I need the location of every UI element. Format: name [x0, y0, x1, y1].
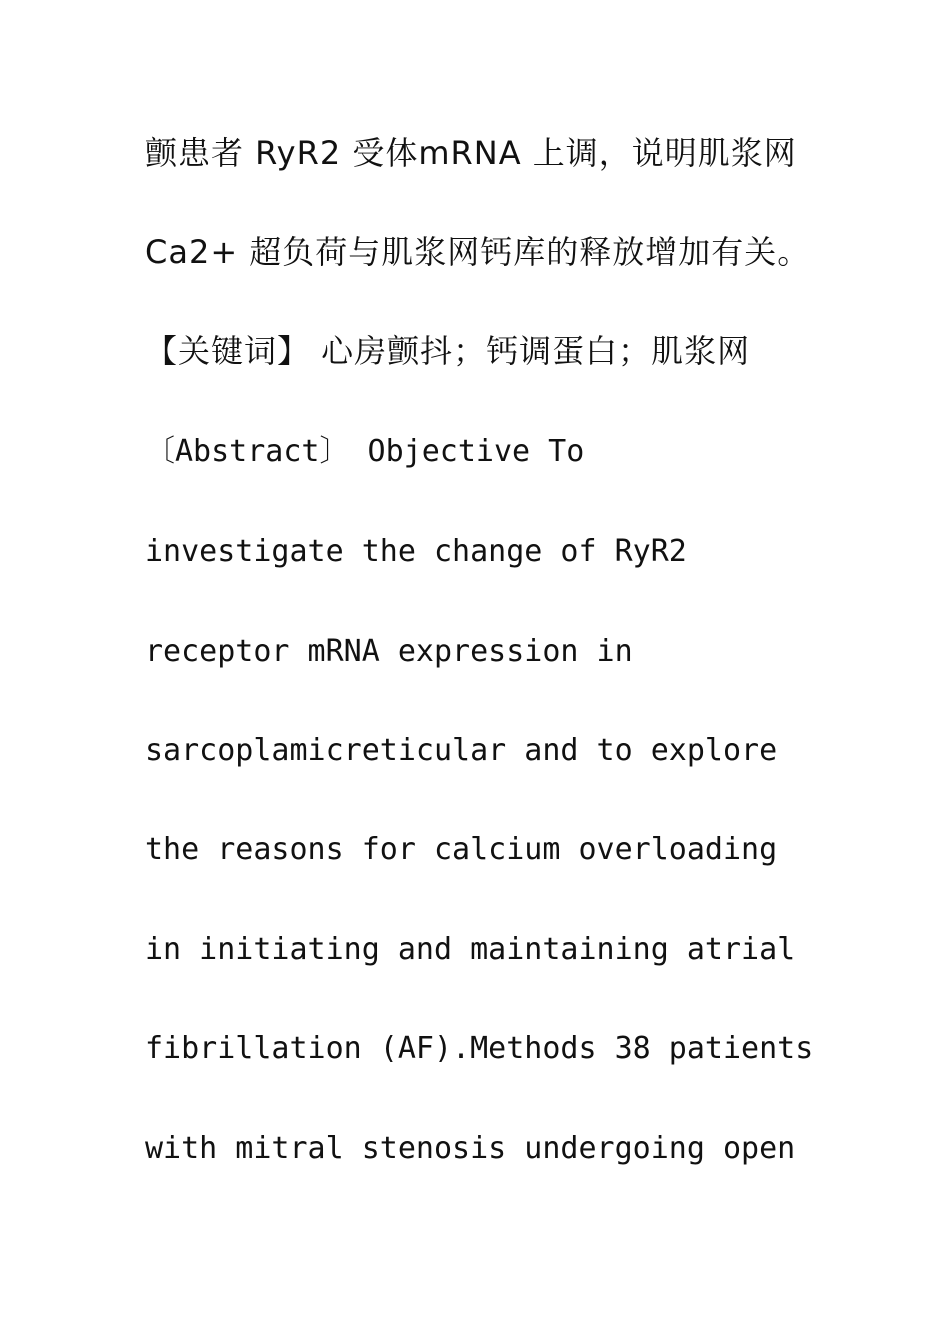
text-line-8: the reasons for calcium overloading [145, 832, 778, 867]
text-line-10: fibrillation (AF).Methods 38 patients [145, 1031, 814, 1066]
text-line-1: 颤患者 RyR2 受体mRNA 上调，说明肌浆网 [145, 134, 797, 172]
keywords-line: 【关键词】 心房颤抖；钙调蛋白；肌浆网 [145, 332, 751, 370]
text-line-6: receptor mRNA expression in [145, 634, 633, 669]
text-line-9: in initiating and maintaining atrial [145, 932, 796, 967]
text-line-5: investigate the change of RyR2 [145, 534, 687, 569]
abstract-heading-line: 〔Abstract〕 Objective To [145, 434, 585, 469]
text-line-7: sarcoplamicreticular and to explore [145, 733, 778, 768]
text-line-11: with mitral stenosis undergoing open [145, 1131, 796, 1166]
text-line-2: Ca2+ 超负荷与肌浆网钙库的释放增加有关。 [145, 233, 811, 271]
